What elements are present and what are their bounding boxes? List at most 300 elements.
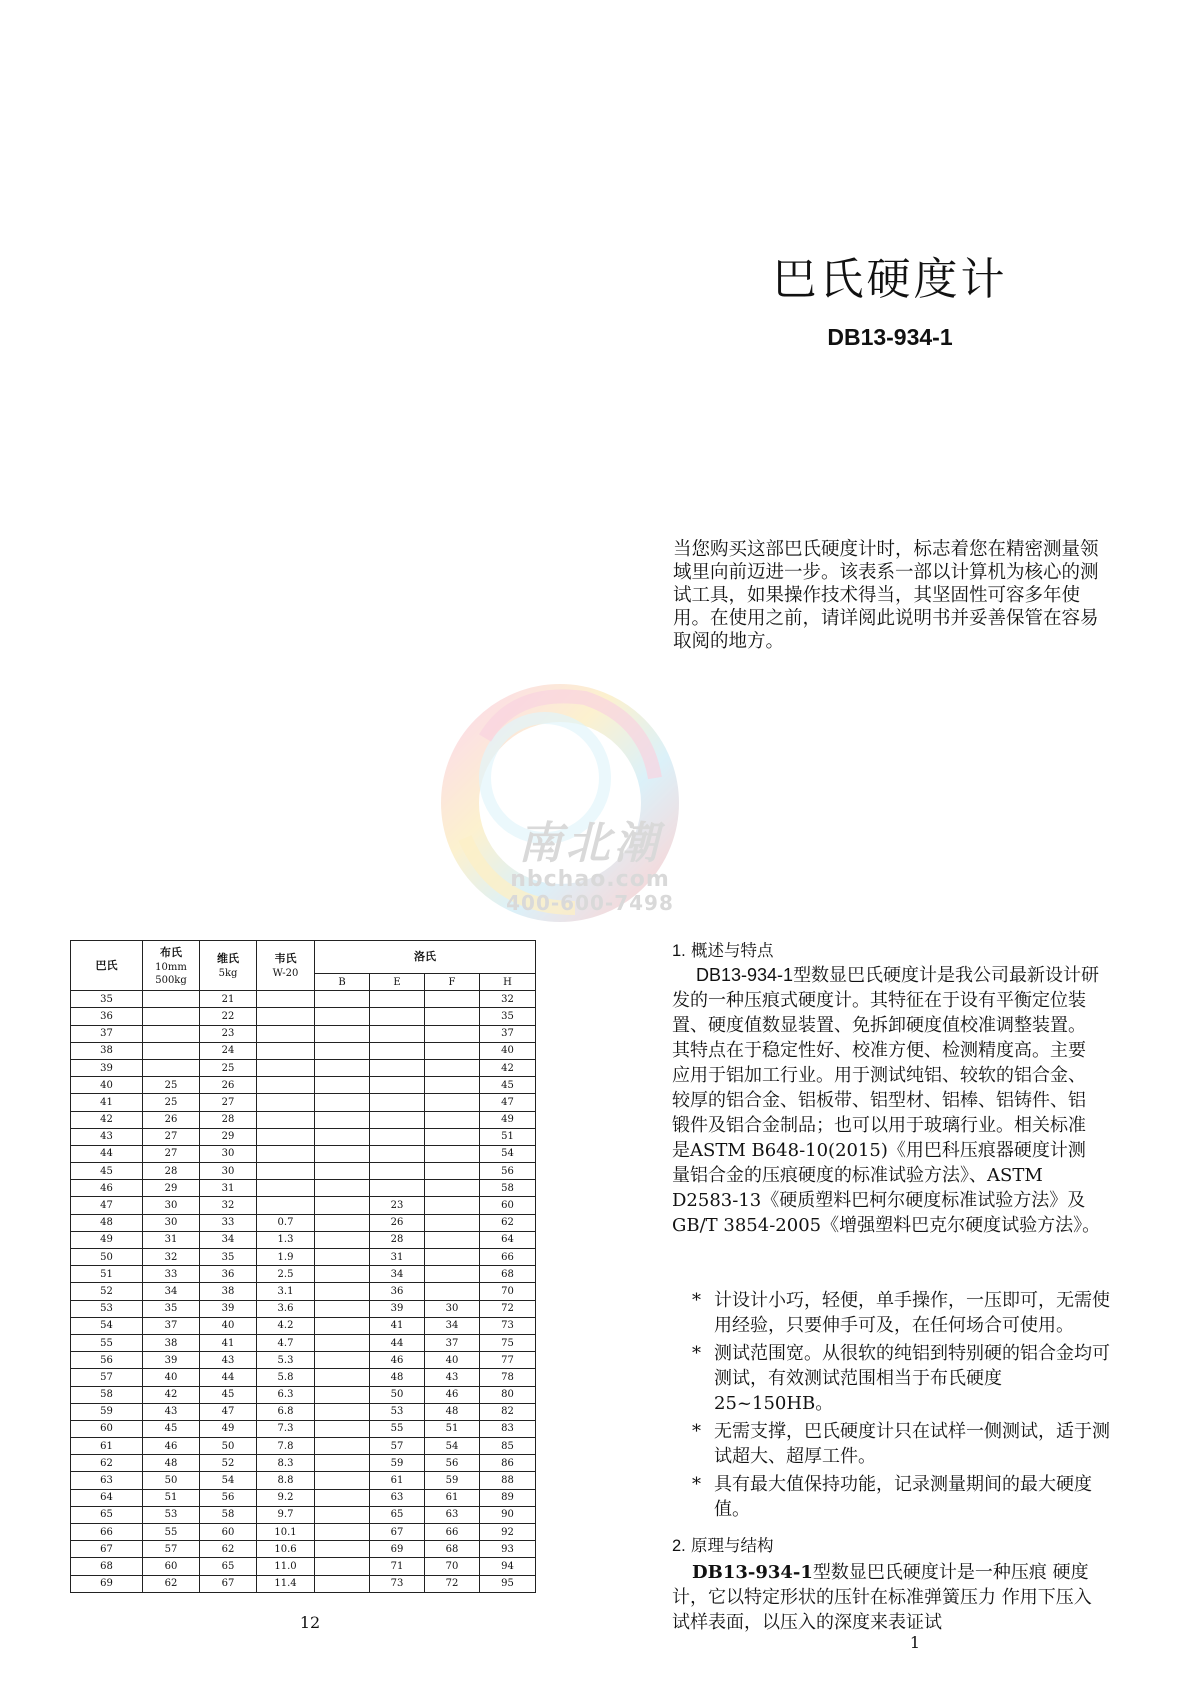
cell-rockwell-h: 35 — [480, 1008, 536, 1025]
cell-webster: 1.3 — [257, 1231, 315, 1248]
cell-brinell: 29 — [143, 1180, 200, 1197]
header-rockwell-e: E — [370, 974, 425, 991]
cell-barcol: 39 — [71, 1059, 143, 1076]
cell-barcol: 38 — [71, 1042, 143, 1059]
cell-rockwell-b — [315, 1283, 370, 1300]
table-row — [71, 1128, 536, 1145]
cell-rockwell-e: 69 — [370, 1541, 425, 1558]
cell-brinell: 45 — [143, 1420, 200, 1437]
cell-barcol: 42 — [71, 1111, 143, 1128]
cell-rockwell-e — [370, 1111, 425, 1128]
cell-rockwell-f: 37 — [425, 1334, 480, 1351]
cell-brinell: 43 — [143, 1403, 200, 1420]
cell-brinell: 27 — [143, 1128, 200, 1145]
cell-brinell: 25 — [143, 1077, 200, 1094]
cell-brinell: 57 — [143, 1541, 200, 1558]
table-row — [71, 1283, 536, 1300]
table-row — [71, 1369, 536, 1386]
table-row — [71, 1077, 536, 1094]
cell-rockwell-b — [315, 1266, 370, 1283]
cell-rockwell-e — [370, 1042, 425, 1059]
cell-brinell: 42 — [143, 1386, 200, 1403]
cell-barcol: 68 — [71, 1558, 143, 1575]
cell-rockwell-h: 40 — [480, 1042, 536, 1059]
cell-barcol: 53 — [71, 1300, 143, 1317]
table-row — [71, 1197, 536, 1214]
table-row — [71, 1094, 536, 1111]
cell-webster: 6.8 — [257, 1403, 315, 1420]
table-row — [71, 1438, 536, 1455]
cell-webster: 7.3 — [257, 1420, 315, 1437]
cell-brinell: 46 — [143, 1438, 200, 1455]
cell-rockwell-e: 57 — [370, 1438, 425, 1455]
cell-vickers: 60 — [200, 1524, 257, 1541]
cell-barcol: 37 — [71, 1025, 143, 1042]
cell-vickers: 34 — [200, 1231, 257, 1248]
table-row — [71, 1575, 536, 1592]
table-row — [71, 1180, 536, 1197]
cell-webster: 9.7 — [257, 1506, 315, 1523]
cell-brinell: 37 — [143, 1317, 200, 1334]
cell-rockwell-e: 44 — [370, 1334, 425, 1351]
section2-title: 原理与结构 — [691, 1536, 774, 1555]
cell-rockwell-f — [425, 1128, 480, 1145]
cell-rockwell-f: 30 — [425, 1300, 480, 1317]
cell-rockwell-b — [315, 1197, 370, 1214]
header-rockwell-b: B — [315, 974, 370, 991]
list-item: * 计设计小巧，轻便，单手操作，一压即可，无需使用经验，只要伸手可及，在任何场合可使用。 — [692, 1290, 1110, 1336]
cell-rockwell-f: 46 — [425, 1386, 480, 1403]
cell-rockwell-b — [315, 1558, 370, 1575]
cell-rockwell-f: 72 — [425, 1575, 480, 1592]
cell-rockwell-e: 23 — [370, 1197, 425, 1214]
table-row — [71, 991, 536, 1008]
section2-model: DB13-934-1 — [692, 1562, 813, 1583]
cell-rockwell-e — [370, 991, 425, 1008]
cell-rockwell-e: 65 — [370, 1506, 425, 1523]
cell-webster: 5.8 — [257, 1369, 315, 1386]
cell-rockwell-b — [315, 1541, 370, 1558]
cell-rockwell-f — [425, 1059, 480, 1076]
cell-rockwell-h: 51 — [480, 1128, 536, 1145]
intro-paragraph: 当您购买这部巴氏硬度计时，标志着您在精密测量领域里向前迈进一步。该表系一部以计算机为核心的测试工具，如果操作技术得当，其坚固性可容多年使用。在使用之前，请详阅此说明书并妥善保管在容易取阅的地方。 — [673, 539, 1099, 652]
page-title: 巴氏硬度计 — [772, 254, 1008, 305]
table-row — [71, 1042, 536, 1059]
cell-barcol: 67 — [71, 1541, 143, 1558]
cell-brinell: 60 — [143, 1558, 200, 1575]
table-row — [71, 1111, 536, 1128]
cell-brinell: 55 — [143, 1524, 200, 1541]
cell-vickers: 50 — [200, 1438, 257, 1455]
list-item: * 具有最大值保持功能，记录测量期间的最大硬度值。 — [692, 1474, 1092, 1520]
cell-webster — [257, 1180, 315, 1197]
cell-rockwell-h: 85 — [480, 1438, 536, 1455]
cell-rockwell-f: 48 — [425, 1403, 480, 1420]
cell-rockwell-f — [425, 1077, 480, 1094]
cell-rockwell-h: 45 — [480, 1077, 536, 1094]
cell-webster: 0.7 — [257, 1214, 315, 1231]
cell-webster: 2.5 — [257, 1266, 315, 1283]
hardness-table — [70, 940, 536, 1593]
cell-rockwell-h: 93 — [480, 1541, 536, 1558]
cell-rockwell-h: 90 — [480, 1506, 536, 1523]
cell-rockwell-b — [315, 991, 370, 1008]
cell-barcol: 54 — [71, 1317, 143, 1334]
cell-webster — [257, 1163, 315, 1180]
header-brinell: 布氏 10mm 500kg — [143, 941, 200, 991]
cell-barcol: 62 — [71, 1455, 143, 1472]
cell-rockwell-b — [315, 1128, 370, 1145]
cell-rockwell-f: 43 — [425, 1369, 480, 1386]
cell-rockwell-b — [315, 1317, 370, 1334]
cell-webster: 4.7 — [257, 1334, 315, 1351]
cell-rockwell-h: 70 — [480, 1283, 536, 1300]
cell-webster — [257, 1077, 315, 1094]
table-body — [71, 991, 536, 1593]
cell-brinell: 48 — [143, 1455, 200, 1472]
cell-brinell: 50 — [143, 1472, 200, 1489]
table-row — [71, 1420, 536, 1437]
table-row — [71, 1231, 536, 1248]
cell-rockwell-b — [315, 1300, 370, 1317]
cell-vickers: 54 — [200, 1472, 257, 1489]
cell-rockwell-f — [425, 1214, 480, 1231]
cell-barcol: 66 — [71, 1524, 143, 1541]
cell-barcol: 49 — [71, 1231, 143, 1248]
cell-rockwell-h: 80 — [480, 1386, 536, 1403]
cell-rockwell-e: 39 — [370, 1300, 425, 1317]
cell-brinell: 39 — [143, 1352, 200, 1369]
cell-rockwell-h: 42 — [480, 1059, 536, 1076]
cell-barcol: 48 — [71, 1214, 143, 1231]
cell-vickers: 22 — [200, 1008, 257, 1025]
cell-rockwell-b — [315, 1420, 370, 1437]
cell-rockwell-f: 70 — [425, 1558, 480, 1575]
cell-brinell: 62 — [143, 1575, 200, 1592]
table-row — [71, 1403, 536, 1420]
cell-rockwell-e: 26 — [370, 1214, 425, 1231]
cell-barcol: 57 — [71, 1369, 143, 1386]
cell-brinell: 30 — [143, 1197, 200, 1214]
cell-webster — [257, 991, 315, 1008]
cell-rockwell-f: 56 — [425, 1455, 480, 1472]
table-row — [71, 1249, 536, 1266]
cell-webster: 10.6 — [257, 1541, 315, 1558]
cell-rockwell-f — [425, 1249, 480, 1266]
cell-vickers: 26 — [200, 1077, 257, 1094]
cell-rockwell-h: 82 — [480, 1403, 536, 1420]
cell-rockwell-e: 41 — [370, 1317, 425, 1334]
table-row — [71, 1506, 536, 1523]
cell-barcol: 47 — [71, 1197, 143, 1214]
cell-brinell: 33 — [143, 1266, 200, 1283]
bullet-star-icon: * — [692, 1290, 701, 1311]
header-vickers: 维氏 5kg — [200, 941, 257, 991]
cell-rockwell-b — [315, 1163, 370, 1180]
cell-barcol: 58 — [71, 1386, 143, 1403]
cell-rockwell-h: 72 — [480, 1300, 536, 1317]
cell-brinell: 26 — [143, 1111, 200, 1128]
cell-rockwell-f — [425, 1197, 480, 1214]
cell-barcol: 65 — [71, 1506, 143, 1523]
table-row — [71, 1524, 536, 1541]
cell-rockwell-h: 73 — [480, 1317, 536, 1334]
cell-rockwell-b — [315, 1506, 370, 1523]
cell-barcol: 35 — [71, 991, 143, 1008]
table-row — [71, 1541, 536, 1558]
cell-webster — [257, 1197, 315, 1214]
cell-rockwell-h: 66 — [480, 1249, 536, 1266]
cell-rockwell-b — [315, 1025, 370, 1042]
cell-rockwell-h: 64 — [480, 1231, 536, 1248]
cell-rockwell-b — [315, 1180, 370, 1197]
section1-title: 概述与特点 — [691, 941, 774, 960]
cell-rockwell-f — [425, 1008, 480, 1025]
cell-rockwell-e: 73 — [370, 1575, 425, 1592]
cell-rockwell-b — [315, 1077, 370, 1094]
cell-rockwell-e — [370, 1094, 425, 1111]
cell-vickers: 52 — [200, 1455, 257, 1472]
cell-vickers: 44 — [200, 1369, 257, 1386]
cell-rockwell-f — [425, 1283, 480, 1300]
cell-rockwell-e — [370, 1077, 425, 1094]
cell-rockwell-b — [315, 1214, 370, 1231]
cell-vickers: 23 — [200, 1025, 257, 1042]
cell-webster — [257, 1111, 315, 1128]
cell-webster — [257, 1059, 315, 1076]
cell-vickers: 49 — [200, 1420, 257, 1437]
cell-rockwell-b — [315, 1524, 370, 1541]
cell-rockwell-h: 58 — [480, 1180, 536, 1197]
cell-barcol: 55 — [71, 1334, 143, 1351]
cell-barcol: 43 — [71, 1128, 143, 1145]
cell-brinell: 34 — [143, 1283, 200, 1300]
cell-brinell: 27 — [143, 1145, 200, 1162]
cell-rockwell-h: 47 — [480, 1094, 536, 1111]
cell-barcol: 64 — [71, 1489, 143, 1506]
bullet-star-icon: * — [692, 1474, 701, 1495]
cell-rockwell-h: 86 — [480, 1455, 536, 1472]
list-item: * 无需支撑，巴氏硬度计只在试样一侧测试，适于测试超大、超厚工件。 — [692, 1421, 1110, 1467]
cell-rockwell-e: 36 — [370, 1283, 425, 1300]
section1-heading — [672, 940, 774, 962]
cell-rockwell-b — [315, 1575, 370, 1592]
cell-vickers: 27 — [200, 1094, 257, 1111]
cell-webster — [257, 1128, 315, 1145]
table-row — [71, 1334, 536, 1351]
cell-webster: 11.0 — [257, 1558, 315, 1575]
cell-vickers: 40 — [200, 1317, 257, 1334]
cell-vickers: 58 — [200, 1506, 257, 1523]
cell-brinell: 31 — [143, 1231, 200, 1248]
cell-rockwell-e — [370, 1008, 425, 1025]
cell-brinell: 53 — [143, 1506, 200, 1523]
cell-vickers: 65 — [200, 1558, 257, 1575]
cell-rockwell-b — [315, 1249, 370, 1266]
table-row — [71, 1455, 536, 1472]
cell-webster: 3.1 — [257, 1283, 315, 1300]
cell-webster: 8.8 — [257, 1472, 315, 1489]
section1-number: 1. — [672, 942, 686, 960]
cell-barcol: 46 — [71, 1180, 143, 1197]
cell-rockwell-f: 34 — [425, 1317, 480, 1334]
cell-rockwell-f: 54 — [425, 1438, 480, 1455]
section1-paragraph — [672, 963, 1102, 1238]
cell-barcol: 41 — [71, 1094, 143, 1111]
cell-rockwell-e: 61 — [370, 1472, 425, 1489]
cell-rockwell-f — [425, 1111, 480, 1128]
section2-paragraph — [672, 1560, 1102, 1635]
cell-rockwell-e: 48 — [370, 1369, 425, 1386]
cell-rockwell-f — [425, 1266, 480, 1283]
cell-webster: 9.2 — [257, 1489, 315, 1506]
cell-rockwell-e — [370, 1128, 425, 1145]
cell-rockwell-e: 34 — [370, 1266, 425, 1283]
cell-webster — [257, 1094, 315, 1111]
cell-barcol: 69 — [71, 1575, 143, 1592]
cell-webster: 11.4 — [257, 1575, 315, 1592]
cell-barcol: 50 — [71, 1249, 143, 1266]
cell-barcol: 56 — [71, 1352, 143, 1369]
cell-rockwell-b — [315, 1369, 370, 1386]
cell-rockwell-e: 59 — [370, 1455, 425, 1472]
section2-heading — [672, 1535, 774, 1557]
cell-barcol: 36 — [71, 1008, 143, 1025]
cell-vickers: 28 — [200, 1111, 257, 1128]
list-item: * 测试范围宽。从很软的纯铝到特别硬的铝合金均可测试，有效测试范围相当于布氏硬度25~150HB。 — [692, 1343, 1110, 1414]
cell-rockwell-h: 75 — [480, 1334, 536, 1351]
cell-rockwell-b — [315, 1059, 370, 1076]
cell-brinell: 38 — [143, 1334, 200, 1351]
feature-list — [672, 1288, 1112, 1525]
cell-rockwell-f: 51 — [425, 1420, 480, 1437]
cell-webster — [257, 1025, 315, 1042]
cell-webster — [257, 1145, 315, 1162]
cell-barcol: 52 — [71, 1283, 143, 1300]
section2-text: 型数显巴氏硬度计是一种压痕 硬度计，它以特定形状的压针在标准弹簧压力 作用下压入试样表面，以压入的深度来表证试 — [672, 1562, 1092, 1633]
cell-rockwell-h: 88 — [480, 1472, 536, 1489]
cell-rockwell-e: 53 — [370, 1403, 425, 1420]
watermark-text — [490, 820, 690, 914]
cell-brinell — [143, 1008, 200, 1025]
cell-rockwell-e — [370, 1163, 425, 1180]
table-row — [71, 1214, 536, 1231]
page-number-right: 1 — [909, 1633, 921, 1652]
cell-rockwell-e: 55 — [370, 1420, 425, 1437]
cell-brinell — [143, 1042, 200, 1059]
cell-rockwell-b — [315, 1489, 370, 1506]
watermark-phone: 400-600-7498 — [506, 891, 674, 915]
cell-vickers: 45 — [200, 1386, 257, 1403]
header-rockwell: 洛氏 — [315, 941, 536, 974]
cell-rockwell-h: 68 — [480, 1266, 536, 1283]
cell-vickers: 67 — [200, 1575, 257, 1592]
cell-rockwell-b — [315, 1455, 370, 1472]
cell-rockwell-b — [315, 1472, 370, 1489]
cell-vickers: 38 — [200, 1283, 257, 1300]
cell-vickers: 32 — [200, 1197, 257, 1214]
cell-webster: 7.8 — [257, 1438, 315, 1455]
cell-rockwell-e — [370, 1025, 425, 1042]
table-row — [71, 1386, 536, 1403]
cell-barcol: 44 — [71, 1145, 143, 1162]
bullet-star-icon: * — [692, 1343, 701, 1364]
cell-rockwell-e: 71 — [370, 1558, 425, 1575]
cell-brinell — [143, 1025, 200, 1042]
table-row — [71, 1558, 536, 1575]
cell-vickers: 25 — [200, 1059, 257, 1076]
table-row — [71, 1145, 536, 1162]
cell-rockwell-h: 94 — [480, 1558, 536, 1575]
watermark-cn: 南北潮 — [518, 818, 662, 869]
cell-rockwell-f — [425, 1025, 480, 1042]
cell-rockwell-h: 83 — [480, 1420, 536, 1437]
cell-vickers: 62 — [200, 1541, 257, 1558]
section1-text: 型数显巴氏硬度计是我公司最新设计研发的一种压痕式硬度计。其特征在于设有平衡定位装置、硬度值数显装置、免拆卸硬度值校准调整装置。其特点在于稳定性好、校准方便、检测精度高。主要应用于铝加工行业。用于测试纯铝、较软的铝合金、较厚的铝合金、铝板带、铝型材、铝棒、铝铸件、铝锻件及铝合金制品；也可以用于玻璃行业。相关标准是ASTM B648-10(2015)《用巴科压痕器硬度计测量铝合金的压痕硬度的标准试验方法》、ASTM D2583-13《硬质塑料巴柯尔硬度标准试验方法》及GB/T 3854-2005《增强塑料巴克尔硬度试验方法》。 — [672, 965, 1101, 1236]
cell-rockwell-f: 59 — [425, 1472, 480, 1489]
cell-rockwell-e: 46 — [370, 1352, 425, 1369]
cell-vickers: 56 — [200, 1489, 257, 1506]
cell-brinell: 40 — [143, 1369, 200, 1386]
cell-barcol: 59 — [71, 1403, 143, 1420]
table-row — [71, 1300, 536, 1317]
cell-rockwell-e: 28 — [370, 1231, 425, 1248]
cell-barcol: 63 — [71, 1472, 143, 1489]
cell-brinell: 51 — [143, 1489, 200, 1506]
cell-vickers: 33 — [200, 1214, 257, 1231]
cell-rockwell-f: 61 — [425, 1489, 480, 1506]
cell-vickers: 41 — [200, 1334, 257, 1351]
table-row — [71, 1317, 536, 1334]
cell-rockwell-b — [315, 1334, 370, 1351]
cell-barcol: 45 — [71, 1163, 143, 1180]
cell-webster: 6.3 — [257, 1386, 315, 1403]
cell-rockwell-b — [315, 1042, 370, 1059]
cell-vickers: 24 — [200, 1042, 257, 1059]
cell-rockwell-h: 77 — [480, 1352, 536, 1369]
cell-brinell: 28 — [143, 1163, 200, 1180]
cell-rockwell-f — [425, 1163, 480, 1180]
cell-rockwell-h: 92 — [480, 1524, 536, 1541]
cell-rockwell-f — [425, 1042, 480, 1059]
header-barcol: 巴氏 — [71, 941, 143, 991]
cell-vickers: 30 — [200, 1163, 257, 1180]
watermark-url: nbchao.com — [510, 867, 670, 892]
cell-rockwell-e — [370, 1180, 425, 1197]
table-row — [71, 1489, 536, 1506]
cell-rockwell-e — [370, 1145, 425, 1162]
table-row — [71, 1163, 536, 1180]
cell-rockwell-b — [315, 1111, 370, 1128]
cell-barcol: 61 — [71, 1438, 143, 1455]
cell-vickers: 36 — [200, 1266, 257, 1283]
cell-rockwell-h: 37 — [480, 1025, 536, 1042]
cell-rockwell-f: 68 — [425, 1541, 480, 1558]
cell-rockwell-h: 95 — [480, 1575, 536, 1592]
table-row — [71, 1266, 536, 1283]
cell-vickers: 29 — [200, 1128, 257, 1145]
cell-brinell: 25 — [143, 1094, 200, 1111]
cell-webster: 3.6 — [257, 1300, 315, 1317]
cell-vickers: 43 — [200, 1352, 257, 1369]
cell-rockwell-b — [315, 1403, 370, 1420]
cell-vickers: 30 — [200, 1145, 257, 1162]
cell-brinell: 32 — [143, 1249, 200, 1266]
cell-rockwell-f: 63 — [425, 1506, 480, 1523]
cell-rockwell-e: 67 — [370, 1524, 425, 1541]
cell-vickers: 21 — [200, 991, 257, 1008]
cell-rockwell-f — [425, 1094, 480, 1111]
